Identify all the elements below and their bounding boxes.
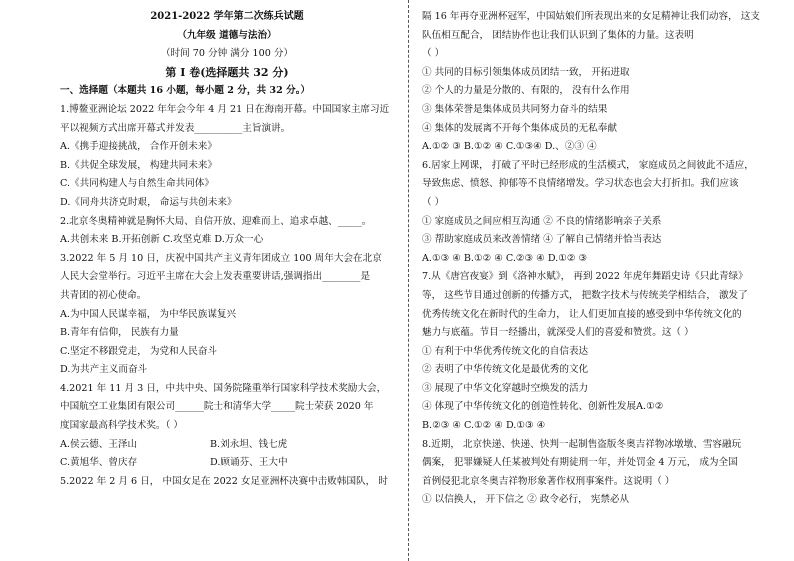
question-line: 4.2021 年 11 月 3 日，中共中央、国务院隆重举行国家科学技术奖励大会，	[60, 382, 387, 394]
question-line: ④ 体现了中华传统文化的创造性转化、创新性发展A.①②	[422, 401, 664, 413]
option: D.顾诵芬、王大中	[210, 457, 288, 469]
option: B.刘永坦、钱七虎	[210, 438, 288, 450]
question-line: 队伍相互配合， 团结协作也让我们认识到了集体的力量。这表明	[422, 29, 694, 41]
question-line: ④ 集体的发展离不开每个集体成员的无私奉献	[422, 122, 617, 134]
option-row	[60, 436, 394, 455]
question-line: 首例侵犯北京冬奥吉祥物形象著作权刑事案件。这说明（ ）	[422, 475, 675, 487]
left-column	[60, 0, 394, 561]
option: A.侯云德、王泽山	[60, 438, 138, 450]
question-line: 2.北京冬奥精神就是胸怀大局、自信开放、迎难而上、追求卓越、_____。	[60, 215, 372, 227]
question-line: ① 共同的目标引领集体成员团结一致， 开拓进取	[422, 66, 630, 78]
question-line: A.①② ③ B.①② ④ C.①③④ D.、②③ ④	[422, 141, 597, 153]
question-line: 1.博鳌亚洲论坛 2022 年年会今年 4 月 21 日在海南开幕。中国国家主席习近	[60, 103, 390, 115]
section-heading: 一、选择题（本题共 16 小题，每小题 2 分，共 32 分。）	[60, 85, 311, 97]
exam-subtitle: （九年级 道德与法治）	[177, 29, 277, 41]
part-heading: 第 I 卷(选择题共 32 分)	[165, 65, 289, 79]
question-line: ② 个人的力量是分散的、有限的， 没有什么作用	[422, 85, 630, 97]
question-line: 等， 这些节目通过创新的传播方式， 把数字技术与传统美学相结合， 激发了	[422, 289, 748, 301]
question-line: ① 有利于中华优秀传统文化的自信表达	[422, 345, 589, 357]
exam-title: 2021-2022 学年第二次练兵试题	[150, 11, 304, 22]
question-line: 5.2022 年 2 月 6 日， 中国女足在 2022 女足亚洲杯决赛中击败韩国队， 时	[60, 475, 388, 487]
question-line: ③ 集体荣誉是集体成员共同努力奋斗的结果	[422, 103, 608, 115]
question-line: 导致焦虑、愤怒、抑郁等不良情绪增发。学习状态也会大打折扣。我们应该	[422, 178, 739, 190]
question-line: 优秀传统文化在新时代的生命力， 让人们更加直接的感受到中华传统文化的	[422, 308, 742, 320]
question-line: A.①③ ④ B.①② ④ C.②③ ④ D.①② ③	[422, 252, 588, 264]
question-line: 共青团的初心使命。	[60, 289, 147, 301]
question-line: A.《携手迎接挑战， 合作开创未来》	[60, 141, 217, 153]
question-line: 魅力与底蕴。节目一经播出，就深受人们的喜爱和赞赏。这（ ）	[422, 327, 694, 339]
exam-time: （时间 70 分钟 满分 100 分）	[160, 48, 294, 60]
question-line: （ ）	[422, 196, 445, 208]
question-line: C.《共同构建人与自然生命共同体》	[60, 178, 214, 190]
question-line: C.坚定不移跟党走， 为党和人民奋斗	[60, 345, 218, 357]
column-divider	[408, 0, 409, 561]
question-line: A.共创未来 B.开拓创新 C.攻坚克难 D.万众一心	[60, 234, 264, 246]
question-line: ① 以信换人， 开下信之 ② 政令必行， 宪禁必从	[422, 494, 630, 506]
question-line: 偶案， 犯罪嫌疑人任某被判处有期徒刑一年，并处罚金 4 万元， 成为全国	[422, 457, 738, 469]
question-line: 8.近期， 北京快递、快递、快判一起制售盗版冬奥吉祥物冰墩墩、雪容融玩	[422, 438, 742, 450]
question-line: 6.居家上网课， 打破了平时已经形成的生活模式， 家庭成员之间彼此不适应，	[422, 159, 754, 171]
option-row	[60, 454, 394, 473]
question-line: 3.2022 年 5 月 10 日，庆祝中国共产主义青年团成立 100 周年大会在北京	[60, 252, 382, 264]
option: C.黄旭华、曾庆存	[60, 457, 138, 469]
question-line: B.《共促全球发展， 构建共同未来》	[60, 159, 218, 171]
question-line: D.《同舟共济克时艰， 命运与共创未来》	[60, 196, 237, 208]
question-line: ① 家庭成员之间应相互沟通 ② 不良的情绪影响亲子关系	[422, 215, 662, 227]
question-line: A.为中国人民谋幸福， 为中华民族谋复兴	[60, 308, 237, 320]
question-line: B.青年有信仰， 民族有力量	[60, 327, 179, 339]
question-line: （ ）	[422, 48, 445, 60]
question-line: ② 表明了中华传统文化是最优秀的文化	[422, 364, 589, 376]
right-column	[422, 0, 762, 561]
question-line: 中国航空工业集团有限公司______院士和清华大学_____院士荣获 2020 年	[60, 401, 374, 413]
question-line: 隔 16 年再夺亚洲杯冠军，中国姑娘们所表现出来的女足精神让我们动容， 这支	[422, 11, 760, 22]
question-line: D.为共产主义而奋斗	[60, 364, 148, 376]
question-line: ③ 帮助家庭成员来改善情绪 ④ 了解自己情绪并恰当表达	[422, 234, 662, 246]
question-line: 平以视频方式出席开幕式并发表__________主旨演讲。	[60, 122, 291, 134]
question-line: B.②③ ④ C.①② ④ D.①③ ④	[422, 420, 546, 432]
question-line: 人民大会堂举行。习近平主席在大会上发表重要讲话,强调指出________是	[60, 271, 371, 283]
question-line: 7.从《唐宫夜宴》到《洛神水赋》， 再到 2022 年虎年舞蹈史诗《只此青绿》	[422, 271, 748, 283]
question-line: ③ 展现了中华文化穿越时空焕发的活力	[422, 382, 589, 394]
question-line: 度国家最高科学技术奖。（ ）	[60, 420, 183, 432]
